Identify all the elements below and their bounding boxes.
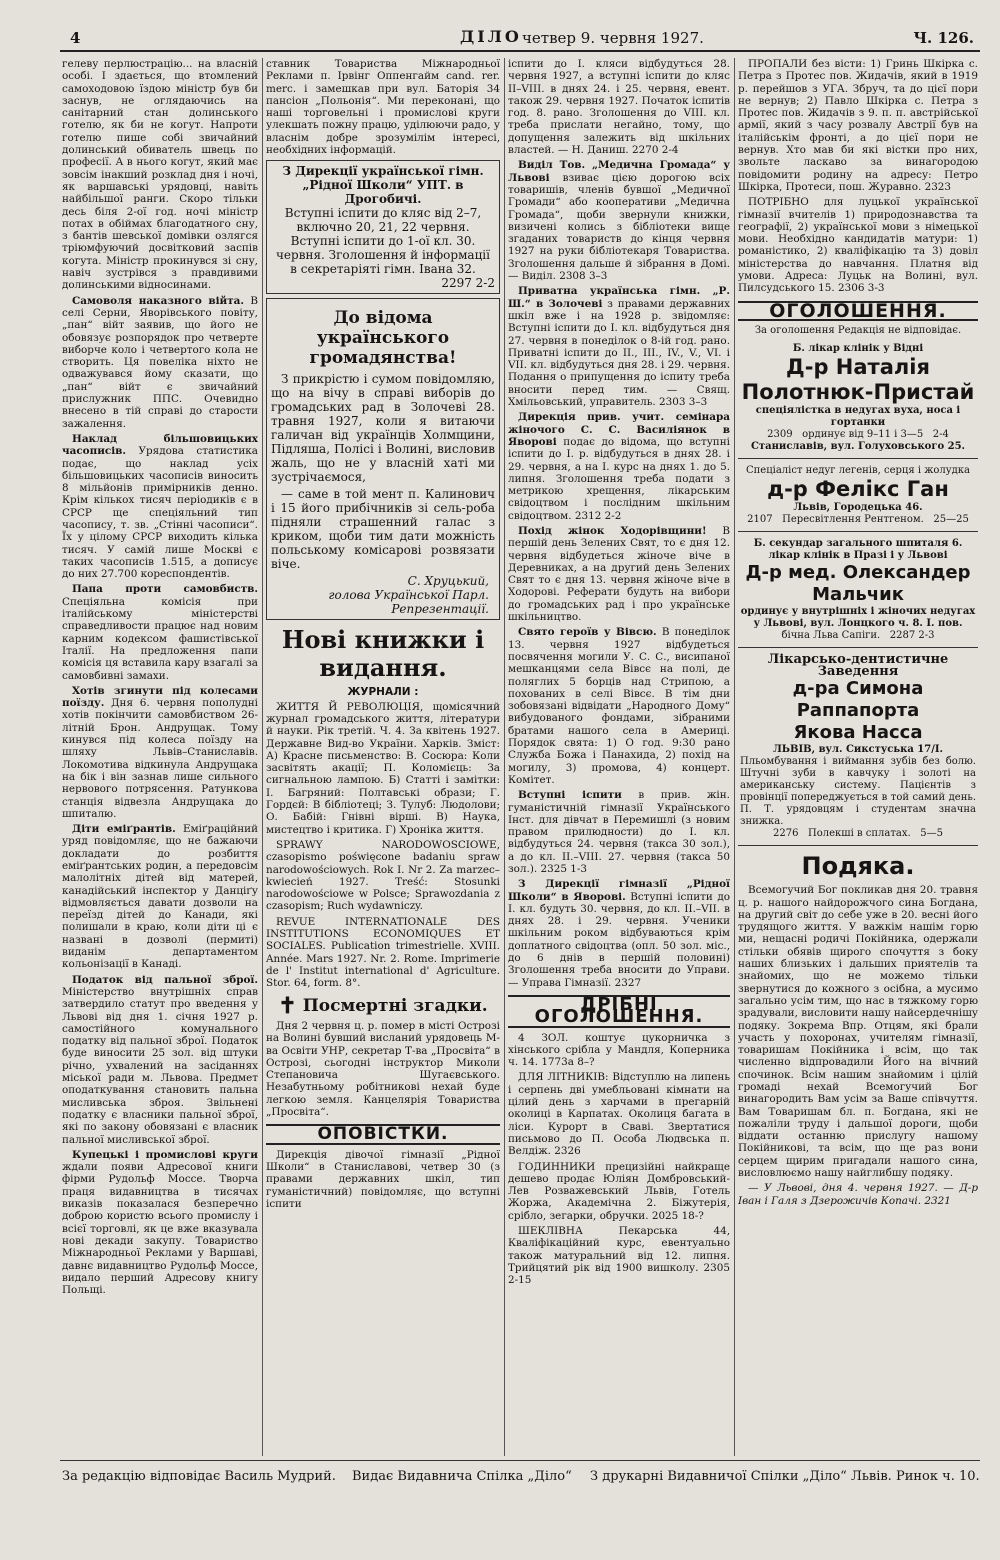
column-rule (504, 58, 505, 1456)
ad-doctor-name: Д-р Наталія Полотнюк-Пристай (741, 355, 975, 405)
article-text: гелеву перлюстрацію... на власній особі. І здається, що втомлений самоходовою їздою міністр був би заснув, не оглядаючись на санітарний стан долинського готелю, як би не когут. Напроти готелю пише собі звичайний долинський обиватель швець по професії. А в нього когут, який має зовсім інакший розклад дня і ночі, як варшавські урядовці, навіть найбільшої ранги. Скоро тільки десь бiля 2-ої год. ночі міністр потах в обіймах благодатного сну, з бантів шевської домівки озлягся тріюмфуючий досвітковий заспів когута. Міністр прокинувся зі сну, навіч зустрівся з правдивими долинськими відносинами. (62, 58, 258, 292)
page-number: 4 (70, 29, 81, 47)
news-headline: Папа проти самовбиств. (72, 583, 258, 596)
ad-address: Львів, Городецька 46. (793, 502, 923, 514)
ad-doctor-name: Д-р мед. Олександер Мальчик (745, 562, 971, 606)
notice-text: іспити до I. кляси відбудуться 28. червня 1927, а вступні іспити до кляс II–VIII. в днях 24. і 25. червня, евент. також 29. червня 1927. Початок іспитів год. 8. рано. Зголошення до VIII. кл. треба прислати негайно, тому, що допущення залежить від шкільних властей. — Н. Даниш. 2270 2-4 (508, 58, 730, 157)
signature: — У Львові, дня 4. червня 1927. — Д-р Іван і Галя з Дзерожичів Копачі. (738, 1182, 978, 1207)
news-item (62, 1149, 258, 1297)
ad-specialty: ординує у внутрішніх і жіночих недугах (740, 606, 976, 618)
notice-headline: Дирекція прив. учит. семінара жіночого С. С. Василіянок в Яворові (508, 411, 730, 448)
news-item (62, 433, 258, 581)
notice-text: Дирекція дівочої гімназії „Рідної Школи“ в Станиславові, четвер 30 (з правами державних шкіл, тип гуманістичний) повідомляє, що вступні іспити (266, 1148, 500, 1210)
section-heading: Подяка. (801, 852, 915, 881)
notice-code: 2321 (924, 1194, 951, 1207)
column-2 (266, 58, 500, 1456)
section-note: За оголошення Редакція не відповідає. (754, 324, 962, 336)
classified-text: ПРОПАЛИ без вісти: 1) Гринь Шкірка с. Петра з Протес пов. Жидачів, який в 1919 р. перейшов з УГА. Збруч, та до цієї пори не вернув; 2) Павло Шкірка с. Петра з Протес пов. Жидачів з 9. п. п. австрійської армії, який з часу розвалу Австрії був на італійськім фронті, а до цієї пори не вернув. Хто мав би які вістки про них, звольте ласкаво за винагородою повідомити родину на адресу: Петро Шкірка, Протеси, пош. Журавно. (738, 58, 978, 193)
column-3 (508, 58, 730, 1456)
classified-ad (508, 1225, 730, 1286)
notice-headline: З Дирекції гімназії „Рідної Школи“ в Яворові. (508, 878, 730, 903)
news-item (62, 685, 258, 820)
classified-ad (508, 1071, 730, 1157)
book-entry: ЖИТТЯ Й РЕВОЛЮЦІЯ, щомісячний журнал громадського життя, літератури й науки. Рік третій. Ч. 4. За квітень 1927. Державне Вид-во України. Харків. Зміст: А) Красне письменство: В. Сосюра: Коли засвітять акації; П. Коломієць: За сигнальною лампою. Б) Статті і замітки: І. Багряний: Полтавські образи; Г. Гордєй: В бібліотеці; З. Тулуб: Людолови; О. Бабій: Гнівні вірші. В) Наука, мистецтво і критика. Г) Хроніка життя. (266, 700, 500, 836)
notice-body: Вступні іспити до I. кл. будуть 30. червня, до кл. II.–VII. в днях 28. і 29. червня. Ученики шкільним роком відбуваються крім доплатного свідоцтва (опл. 50 зол. міс., до 6 днів в першій половині) Зголошення треба вносити до Управи. — Управа Гімназії. (508, 890, 730, 989)
ad-doctor-name: д-р Фелікс Ган (767, 477, 949, 502)
ad-subtitle: Б. секундар загального шпиталя 6. лікар клінік в Празі і у Львові (753, 538, 963, 562)
classified-code: 1773а 8–? (541, 1056, 595, 1069)
news-headline: Купецькі і промислові круги (72, 1148, 258, 1161)
news-item (62, 583, 258, 681)
notice-code: 2312 2-2 (574, 509, 622, 522)
notice-text: Вступні іспити до кляс від 2–7, включно 20, 21, 22 червня. Вступні іспити до 1-ої кл. 30. червня. Зголошення й інформації в секретаріяті гімн. Івана 32. (276, 206, 490, 277)
article-text: ставник Товариства Міжнародньої Реклами п. Ірвінг Оппенгайм cand. rer. merc. і замешкав при вул. Баторія 34 пансіон „Польонія“. Ми переконані, що наші торговельні і промислові круги улекшать пожну працю, уділюючи радо, у власнім добре зрозумілім інтересі, необхідних інформацій. (266, 58, 500, 157)
announcement-text: З прикрістю і сумом повідомляю, що на вічу в справі виборів до громадських рад в Золочеві 28. травня 1927, коли я витаючи галичан від українців Холмщини, Підляша, Полісі і Волині, висловив жаль, що не у власній хаті ми зустрічаємося, (271, 372, 495, 485)
classified-text: 4 ЗОЛ. коштує цукорничка з хінського срібла у Мандля, Коперника ч. 14. (508, 1031, 730, 1069)
news-text: В селі Серни, Яворівського повіту, „пан“ війт заявив, що його не обовязує розпорядок про четверте виборче коло і четвертого кола не створить. Ця повеліка ніхто не одважувався йому сказати, що „пан“ війт є звичайний прислужник ППС. Очевидно внесено в тій справі до старости зажалення. (62, 294, 258, 430)
news-text: Еміґраційний уряд повідомляє, що не бажаючи докладати до розбиття еміґрантських родин, а передовсім малолітніх дітей від матерей, канадійський інспектор у Данціґу відмовляється давати дозволи на переїзд дітей до Канади, які полишали в краю, коли діти ці є названі в дозволі (пермиті) виданім департаментом кольонізації в Канаді. (62, 823, 258, 971)
notice-item (508, 878, 730, 989)
ad-doctor-name: Якова Насса (793, 722, 923, 744)
footer-printer: З друкарні Видавничої Спілки „Діло“ Львів. Ринок ч. 10. (590, 1469, 980, 1484)
notice-headline: Свято героїв у Вівсю. (518, 626, 657, 639)
notice-headline: Вступні іспити (518, 789, 622, 802)
notice-body: з правами державних шкіл вже і на 1928 р. звідомляє: Вступні іспити до I. кл. відбудуться дня 27. червня в понеділок о 8-ій год. рано. Приватні іспити до II., III., IV., V., VI. і VII. кл. відбудуться дня 28. і 29. червня. Подання о припущення до іспиту треба вносити перед тим. — Свящ. Хмільовський, управитель. (508, 297, 730, 409)
doctor-ad (738, 534, 978, 648)
ad-code: 2309 (767, 429, 793, 441)
ad-doctor-name: д-ра Симона Раппапорта (792, 678, 924, 722)
cross-icon: ✝ (278, 993, 297, 1019)
notice-headline: Приватна українська гімн. „Р. Ш.“ в Золочеві (508, 285, 730, 310)
issue-date: четвер 9. червня 1927. (522, 29, 704, 47)
obituary-text: Дня 2 червня ц. р. помер в місті Острозі на Волині бувший висланий урядовець М-ва Освіти УНР, секретар Т-ва „Просвіта“ в Острозі, сьогодні інструктор Миколи Степановича Шугаєвського. Незабутньому робітникові нехай буде легкою земля. Канцелярія Товариства „Просвіта“. (266, 1020, 500, 1119)
news-headline: Податок від пальної зброї. (72, 973, 258, 986)
news-item (62, 295, 258, 430)
news-text: Спеціяльна комісія при італійському міністерстві справедливости працює над новим карним кодексом фашистівської Італії. На предложення папи комісія ця вставила кару взагалі за самовбивні замахи. (62, 595, 258, 682)
notice-box (266, 160, 500, 294)
ad-address: Станиславів, вул. Голуховського 25. (750, 441, 966, 453)
column-1 (62, 58, 258, 1456)
news-item (62, 823, 258, 971)
ad-note: Полекші в сплатах. (808, 828, 911, 840)
classified-text: ПОТРІБНО для луцької української гімназії вчителів 1) природознавства та географії, 2) української мови з німецької мови. Необхідно кандидатів матури: 1) романістико, 2) кваліфікацію та 3) довіл міністерства до навчання. Платня від умови. Адреса: Луцьк на Волині, вул. Пилсудського 15. (738, 196, 978, 295)
obituary-heading (266, 993, 500, 1019)
book-entry: SPRAWY NARODOWOSCIOWE, czasopismo poświęcone badaniu spraw narodowościowych. Rok I. Nr 2. Za marzec–kwiecień 1927. Treść: Stosunki narodowościowe w Polsce; Sprawozdania z czasopism; Ruch wydawniczy. (266, 838, 500, 913)
notice-code: 2325 1-3 (540, 863, 587, 875)
ad-note: Пересвітлення Рентгеном. (782, 514, 924, 526)
ad-subtitle: Б. лікар клінік у Відні (792, 343, 924, 355)
section-heading: ОПОВІСТКИ. (266, 1124, 500, 1144)
ad-specialty: Спеціаліст недуг легенів, серця і жолудка (745, 465, 971, 477)
news-text: Міністерство внутрішніх справ затвердило статут про введення у Львові від дня 1. січня 1927 р. самостійного комунального податку від пальної зброї. Податок буде виносити 25 зол. від штуки річно, ухвалений на засіданнях міської ради м. Львова. Предмет оподаткування становить пальна мисливська зброя. Звільнені податку є власники пальної зброї, які по закону обовязані є власник пальної мисливської зброї. (62, 985, 258, 1146)
footer-publisher: Видає Видавнича Спілка „Діло“ (352, 1469, 572, 1484)
ad-hours: ординує від 9–11 і 3—5 (802, 429, 924, 441)
notice-headline: Похід жінок Ходорівщини! (518, 524, 707, 537)
news-text: ждали появи Адресової книги фірми Рудольф Моссе. Творча праця видавництва в тисячах виказів показалася безперечно доброю користю всього промислу і всієї торговлі, як це вже вказувала нові декади закупу. Товариство Міжнародньої Реклами у Варшаві, давнє видавництво Рудольф Моссе, видало перший Адресову книгу Польщі. (62, 1161, 258, 1297)
footer-editor: За редакцію відповідає Василь Мудрий. (62, 1469, 336, 1484)
notice-code: 2297 2-2 (441, 276, 495, 291)
notice-item (508, 411, 730, 522)
ad-code: 2287 2-3 (889, 630, 935, 642)
ad-code: 2107 (747, 514, 773, 526)
news-headline: Діти еміґрантів. (72, 823, 176, 836)
footer (60, 1460, 980, 1484)
classified-text: ШЕКЛІВНА Пекарська 44, Кваліфікаційний курс, евентуально також матуральний від 12. липня. Трийцятий рік від 1900 вишколу. (508, 1225, 730, 1274)
notice-heading: З Дирекції української гімн. „Рідної Школи“ УПТ. в Дрогобичі. (282, 164, 484, 207)
ad-text: Пльомбування і виймання зубів без болю. Штучні зуби в кавчуку і золоті на американську систему. Пацієнтів з провінції попереджується в той самий день. П. Т. урядовцям і студентам значна знижка. (740, 756, 976, 828)
classified-ad (738, 58, 978, 193)
issue-number: Ч. 126. (913, 29, 974, 47)
notice-code: 2303 3–3 (659, 396, 708, 409)
ad-code: 2-4 (932, 429, 949, 441)
classified-code: 2025 18-? (651, 1209, 704, 1222)
news-headline: Наклад більшовицьких часописів. (62, 432, 258, 458)
classified-code: 2306 3-3 (837, 282, 885, 295)
dentist-ad (738, 650, 978, 846)
notice-body: подає до відома, що вступні іспити до I. р. відбудуться в днях 28. і 29. червня, а на I. курс на днях 1. до 5. липня. Зголошення треба подати з метрикою хрещення, лікарським свідоцтвом і послідним шкільним свідоцтвом. (508, 435, 730, 522)
notice-code: 2308 3–3 (559, 270, 608, 283)
classified-text: ГОДИННИКИ прецизійні найкраще дешево продає Юліян Домбровський-Лев Розважевський Львів, Готель Жоржа, Академічна 2. Біжутерія, срібло, зегарки, обручки. (508, 1160, 730, 1222)
notice-body: взиває цією дорогою всіх товаришів, членів бувшої „Медичної Громади“ або кооперативи „Медична Громада“, щоби звернули книжки, визичені колись з бібліотеки вище згаданих товариств до кінця червня 1927 на руки бібліотекаря Товариства. Зголошення дальше й зібрання в Домі. — Виділ. (508, 171, 730, 283)
notice-headline: Виділ Тов. „Медична Громада“ у Львові (508, 159, 730, 184)
ad-address: ЛЬВІВ, вул. Сикстуська 17/I. (772, 744, 944, 756)
signature-title: голова Української Парл. Репрезентації. (328, 588, 489, 617)
column-rule (262, 58, 263, 1456)
thanks-signature (738, 1182, 978, 1207)
news-headline: Хотів згинути під колесами поїзду. (62, 684, 258, 710)
section-heading: Нові книжки і видання. (281, 625, 485, 683)
classified-ad (508, 1161, 730, 1222)
classified-code: 2326 (554, 1145, 581, 1158)
ad-subtitle: Лікарсько-дентистичне Заведення (767, 652, 949, 680)
ad-address: у Львові, вул. Лонцкого ч. 8. I. пов. (753, 618, 963, 630)
notice-item (508, 626, 730, 786)
classified-ad (738, 196, 978, 294)
doctor-ad (738, 461, 978, 532)
section-heading: ОГОЛОШЕННЯ. (738, 301, 978, 321)
announcement-text: — саме в той мент п. Калинович і 15 його прибічників зі сель-роба підняли страшенний галас з криком, щоби тим дати можність польському комісарові розвязати віче. (271, 487, 495, 572)
news-item (62, 974, 258, 1146)
notice-body: В понеділок 13. червня 1927 відбудеться посвячення могили У. С. С., висипаної мешканцями села Вівсє на полі, де поляглих 5 борців над Стрипою, а похованих в селі Вівсє. В тім дни зобовязані відвідати „Народного Дому“ вибудованого фондами, зібраними братами нашого села в Америці. Порядок свята: 1) О год. 9:30 рано Служба Божа і Панахида, 2) похід на могилу, 3) промова, 4) концерт. Комітет. (508, 626, 730, 786)
classified-code: 2323 (924, 180, 952, 193)
signature: С. Хруцький, (407, 574, 489, 589)
ad-code: 5—5 (920, 828, 943, 840)
news-headline: Самоволя наказного війта. (72, 294, 245, 307)
notice-item (508, 159, 730, 282)
book-entry: REVUE INTERNATIONALE DES INSTITUTIONS ECONOMIQUES ET SOCIALES. Publication trimestrielle. XVIII. Année. Mars 1927. Nr. 2. Rome. Imprimerie de l' Institut international d' Agriculture. Stor. 64, form. 8°. (266, 915, 500, 990)
thanks-text: Всемогучий Бог покликав дня 20. травня ц. р. нашого найдорожчого сина Богдана, на другий світ до себе уже в 20. весні його трудящого життя. У важкім нашім горю ми, нещасні родичі Покійника, одержали стільки обявів щирого спочуття з боку наших близьких і дальших приятелів та знайомих, що не можемо тільки звернутися до кожного з осібна, а мусимо загально усім тим, що нас в тяжкому горю зрадували, висловити нашу найсердечнішу подяку. Зокрема Впр. Отцям, які брали участь у похоронах, учителям гімназії, товаришам Покійника і всім, що так численно відпровадили Його на вічний спочинок. Всім нашим знайомим і цілій громаді нехай Всемогучий Бог винагородить Вам усім за Ваше співчуття. Вам Товаришам бл. п. Богдана, які не пожаліли труду і дальшої дороги, щоби віддати останню прислугу нашому Покійникові, та всім, що ще раз вони серцем щирим пригадали нашого сина, висловлюємо нашу найглибшу подяку. (738, 884, 978, 1180)
notice-body: В першій день Зелених Свят, то є дня 12. червня відбудеться жіноче віче в Деревниках, а на другий день Зелених Свят то є дня 13. червня жіноче віче в Ходорові. Реферати будуть на вибори до громадських рад і про українське шкільництво. (508, 524, 730, 624)
obituary-title: Посмертні згадки. (302, 995, 488, 1016)
section-heading: ДРІБНІ ОГОЛОШЕННЯ. (508, 995, 730, 1028)
classified-ad (508, 1032, 730, 1069)
ad-code: 25—25 (933, 514, 969, 526)
column-rule (734, 58, 735, 1456)
notice-item (508, 285, 730, 408)
column-4 (738, 58, 978, 1456)
doctor-ad (738, 339, 978, 459)
notice-item (508, 789, 730, 875)
news-text: Урядова статистика подає, що наклад усіх більшовицьких часописів виносить 8 мільйонів примірників денно. Крім кількох тисяч періодиків є в СРСР ще спеціяльний тип часопису, т. зв. „Стінні часописи“. Їх у цілому СРСР виходить кілька тисяч. У самій лише Москві є таких часописів 1.515, а дописує до них 27.700 кореспондентів. (62, 445, 258, 581)
notice-code: 2327 (614, 976, 642, 989)
notice-body: в прив. жін. гуманістичній гімназії Українського Інст. для дівчат в Перемишлі (з новим правом прилюдности) до I. кл. відбудуться 24. червня (такса 30 зол.), а до кл. II.–VIII. 27. червня (такса 50 зол.). (508, 789, 730, 875)
classified-text: ДЛЯ ЛІТНИКІВ: Відступлю на липень і серпень дві умебльовані кімнати на цілий день з харчами в прегарній околиці в Карпатах. Околиця багата в ліси. Курорт в Сваві. Звертатися письмово до П. Особа Людвська п. Велдіж. (508, 1071, 730, 1158)
announcement-heading: До відома українського громадянства! (309, 308, 457, 369)
ad-code: 2276 (773, 828, 799, 840)
announcement-box (266, 298, 500, 620)
ad-address: бічна Льва Сапіги. (781, 630, 881, 642)
classified-code: 2305 2-15 (508, 1261, 730, 1287)
subsection-heading: ЖУРНАЛИ : (347, 686, 419, 699)
newspaper-title: ДІЛО (460, 27, 522, 46)
masthead (60, 26, 980, 52)
news-text: Дня 6. червня пополудні хотів покінчити самовбиством 26-літній Брон. Андрущак. Тому кинувся під колеса поїзду на шляху Львів–Станиславів. Локомотива відкинула Андрущака на бік і він зазнав лише сильного нервового потрясення. Ратункова станція відвезла Андрущака до шпиталю. (62, 697, 258, 820)
notice-item (508, 525, 730, 623)
ad-specialty: спеціялістка в недугах вуха, носа і гортанки (755, 405, 961, 429)
